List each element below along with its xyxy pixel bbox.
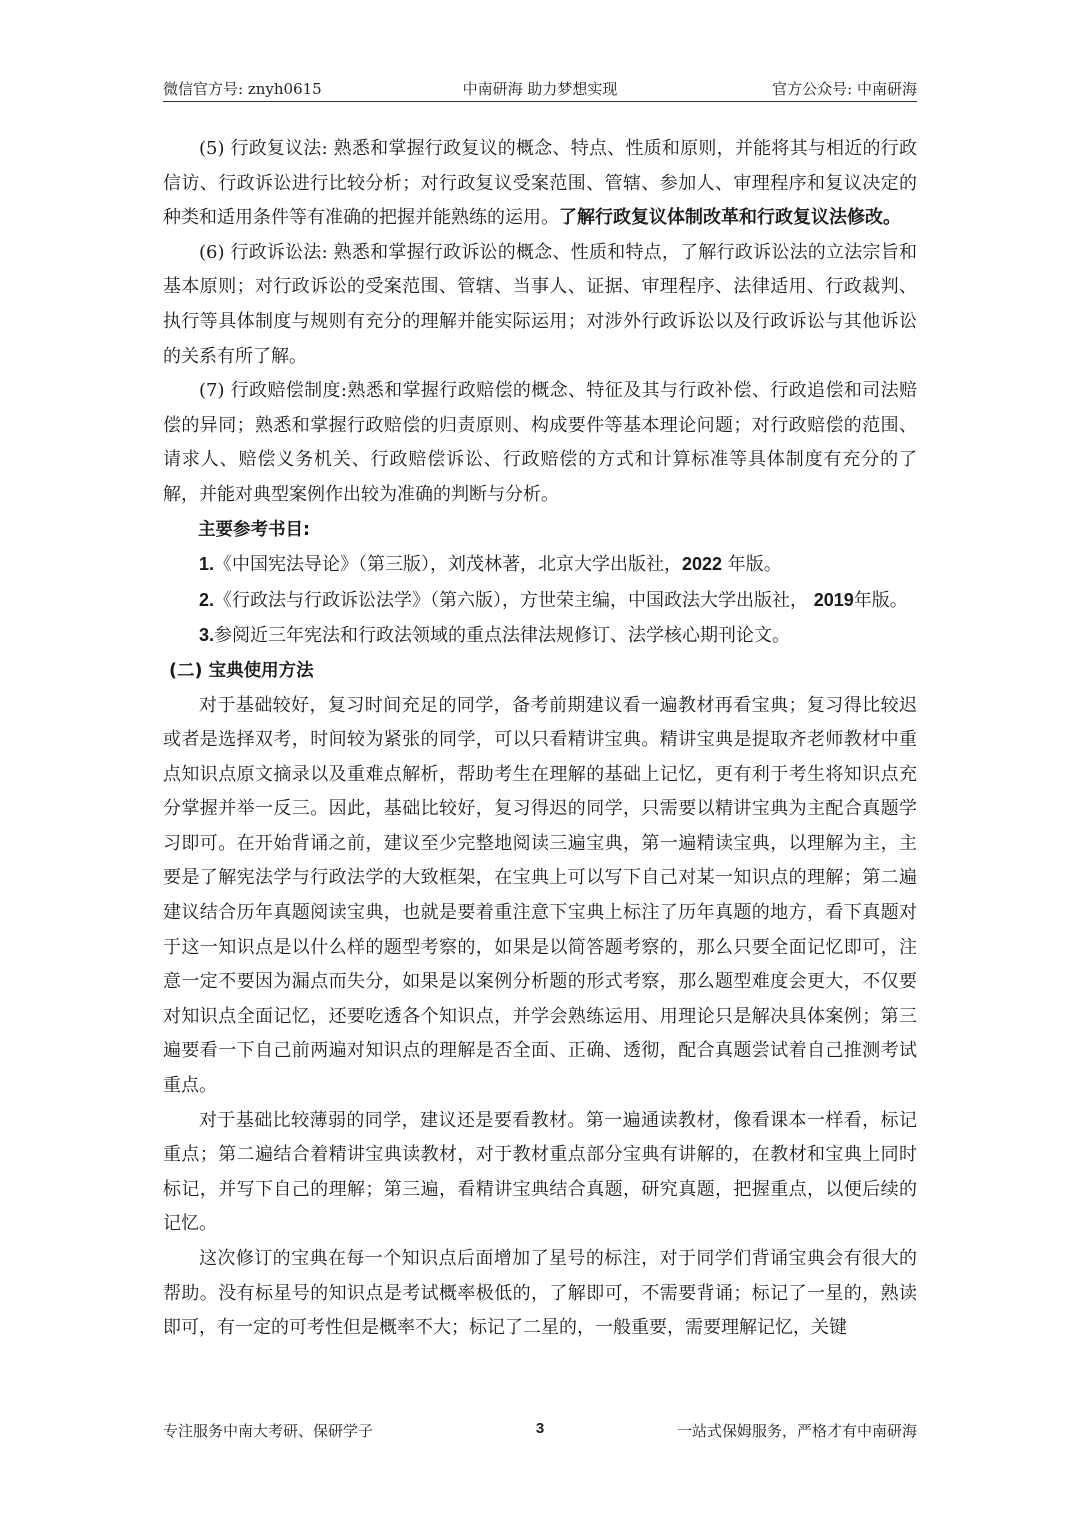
reference-text: 参阅近三年宪法和行政法领域的重点法律法规修订、法学核心期刊论文。 bbox=[214, 625, 791, 647]
paragraph-admin-review-law bbox=[163, 132, 917, 236]
paragraph-admin-litigation-law bbox=[163, 236, 917, 374]
paragraph-admin-compensation bbox=[163, 374, 917, 512]
reference-year: 2019 bbox=[813, 589, 854, 610]
usage-paragraph: 对于基础比较薄弱的同学，建议还是要看教材。第一遍通读教材，像看课本一样看，标记重点；第二遍结合着精讲宝典读教材，对于教材重点部分宝典有讲解的，在教材和宝典上同时标记，并写下自己的理解；第三遍，看精讲宝典结合真题，研究真题，把握重点，以便后续的记忆。 bbox=[163, 1109, 917, 1235]
paragraph-text: 熟悉和掌握行政诉讼的概念、性质和特点，了解行政诉讼法的立法宗旨和基本原则；对行政诉讼的受案范围、管辖、当事人、证据、审理程序、法律适用、行政裁判、执行等具体制度与规则有充分的理解并能实际运用；对涉外行政诉讼以及行政诉讼与其他诉讼的关系有所了解。 bbox=[163, 241, 917, 367]
reference-item bbox=[163, 547, 917, 583]
paragraph-label: (7) 行政赔偿制度: bbox=[199, 380, 347, 402]
paragraph-text: 熟悉和掌握行政复议的概念、特点、性质和原则，并能将其与相近的行政信访、行政诉讼进行比较分析；对行政复议受案范围、管辖、参加人、审理程序和复议决定的种类和适用条件等有准确的把握并能熟练的运用。 bbox=[163, 138, 917, 229]
reference-suffix: 年版。 bbox=[853, 589, 908, 611]
reference-number: 2. bbox=[199, 589, 215, 610]
paragraph-label: (5) 行政复议法: bbox=[199, 138, 328, 159]
usage-section-title: (二) 宝典使用方法 bbox=[169, 660, 314, 681]
page-number: 3 bbox=[535, 1420, 545, 1437]
usage-paragraph: 这次修订的宝典在每一个知识点后面增加了星号的标注，对于同学们背诵宝典会有很大的帮助。没有标星号的知识点是考试概率极低的，了解即可，不需要背诵；标记了一星的，熟读即可，有一定的可考性但是概率不大；标记了二星的，一般重要，需要理解记忆，关键 bbox=[163, 1248, 917, 1339]
reference-text: 《行政法与行政诉讼法学》（第六版），方世荣主编，中国政法大学出版社， bbox=[214, 589, 809, 611]
reference-item bbox=[163, 618, 917, 654]
reference-item bbox=[163, 583, 917, 619]
usage-paragraph: 对于基础较好，复习时间充足的同学，备考前期建议看一遍教材再看宝典；复习得比较迟或者是选择双考，时间较为紧张的同学，可以只看精讲宝典。精讲宝典是提取齐老师教材中重点知识点原文摘录以及重难点解析，帮助考生在理解的基础上记忆，更有利于考生将知识点充分掌握并举一反三。因此，基础比较好，复习得迟的同学，只需要以精讲宝典为主配合真题学习即可。在开始背诵之前，建议至少完整地阅读三遍宝典，第一遍精读宝典，以理解为主，主要是了解宪法学与行政法学的大致框架，在宝典上可以写下自己对某一知识点的理解；第二遍建议结合历年真题阅读宝典，也就是要着重注意下宝典上标注了历年真题的地方，看下真题对于这一知识点是以什么样的题型考察的，如果是以简答题考察的，那么只要全面记忆即可，注意一定不要因为漏点而失分，如果是以案例分析题的形式考察，那么题型难度会更大，不仅要对知识点全面记忆，还要吃透各个知识点，并学会熟练运用、用理论只是解决具体案例；第三遍要看一下自己前两遍对知识点的理解是否全面、正确、透彻，配合真题尝试着自己推测考试重点。 bbox=[163, 694, 917, 1097]
footer-right-slogan: 一站式保姆服务，严格才有中南研海 bbox=[676, 1422, 917, 1440]
reference-text: 《中国宪法导论》（第三版），刘茂林著，北京大学出版社， bbox=[214, 554, 683, 576]
page-footer bbox=[163, 1420, 917, 1444]
header-official-account: 官方公众号: 中南研海 bbox=[772, 80, 917, 98]
header-wechat-id: 微信官方号: znyh0615 bbox=[163, 80, 322, 98]
reference-number: 3. bbox=[199, 625, 215, 646]
reference-year: 2022 bbox=[682, 554, 723, 575]
paragraph-label: (6) 行政诉讼法: bbox=[199, 241, 328, 263]
paragraph-bold-text: 了解行政复议体制改革和行政复议法修改。 bbox=[559, 207, 901, 229]
footer-left-slogan: 专注服务中南大考研、保研学子 bbox=[163, 1422, 374, 1440]
header-slogan: 中南研海 助力梦想实现 bbox=[462, 80, 618, 98]
reference-number: 1. bbox=[199, 554, 215, 575]
page-body bbox=[163, 132, 917, 1346]
header-divider bbox=[163, 101, 917, 102]
paragraph-text: 熟悉和掌握行政赔偿的概念、特征及其与行政补偿、行政追偿和司法赔偿的异同；熟悉和掌握行政赔偿的归责原则、构成要件等基本理论问题；对行政赔偿的范围、请求人、赔偿义务机关、行政赔偿诉讼、行政赔偿的方式和计算标准等具体制度有充分的了解，并能对典型案例作出较为准确的判断与分析。 bbox=[163, 380, 917, 505]
reference-suffix: 年版。 bbox=[722, 554, 782, 576]
page-header bbox=[163, 78, 917, 102]
references-title: 主要参考书目: bbox=[198, 519, 310, 540]
